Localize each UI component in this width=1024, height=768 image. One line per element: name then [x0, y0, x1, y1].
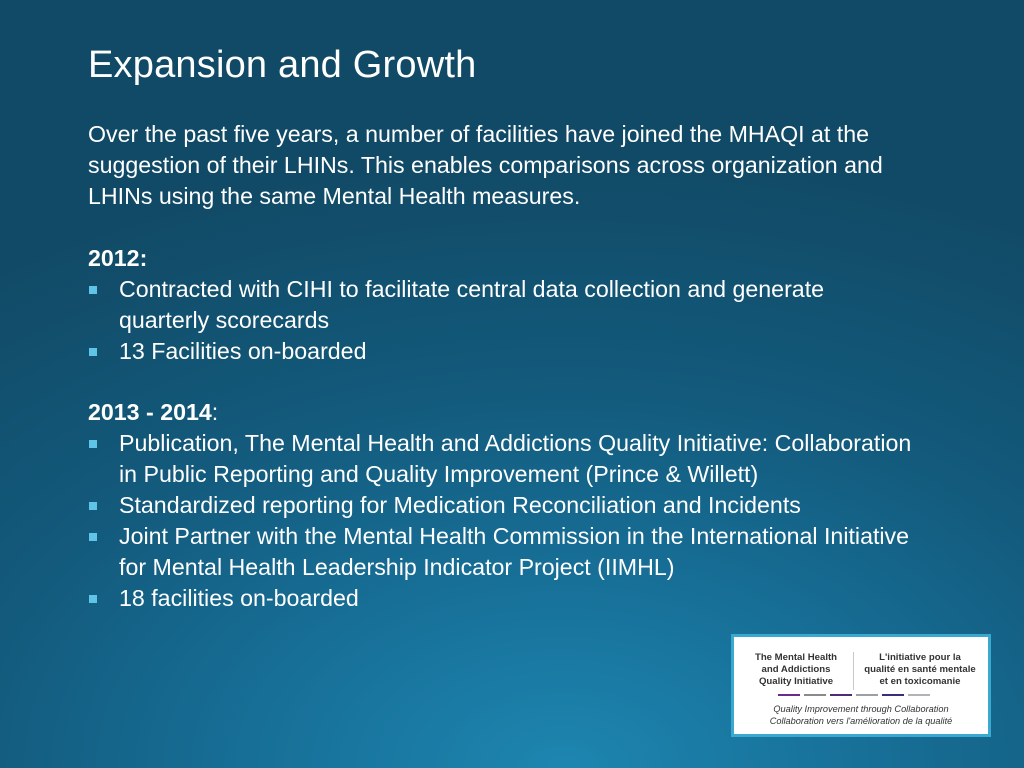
section-colon: :: [211, 399, 219, 425]
square-bullet-icon: [89, 348, 97, 356]
intro-paragraph: Over the past five years, a number of facilities have joined the MHAQI at the suggestion of their LHINs. This enables comparisons across organization and LHINs using the same Mental Health measures.: [88, 121, 883, 209]
logo-name-english: The Mental Health and Addictions Quality Initiative: [754, 652, 838, 687]
list-item: [88, 274, 918, 336]
logo-color-bar: [804, 694, 826, 696]
square-bullet-icon: [89, 533, 97, 541]
bullet-text: Joint Partner with the Mental Health Commission in the International Initiative for Mental Health Leadership Indicator Project (IIMHL): [119, 523, 910, 580]
square-bullet-icon: [89, 502, 97, 510]
bullet-text: 18 facilities on-boarded: [119, 585, 359, 611]
bullet-text: Contracted with CIHI to facilitate central data collection and generate quarterly scorecards: [119, 276, 825, 333]
section-heading: [88, 243, 918, 274]
mhaqi-logo: [731, 634, 991, 737]
logo-divider: [853, 652, 854, 690]
logo-name-french: L'initiative pour la qualité en santé mentale et en toxicomanie: [864, 652, 976, 687]
list-item: [88, 336, 918, 367]
section-heading: [88, 397, 918, 428]
bullet-list: [88, 428, 918, 614]
bullet-text: 13 Facilities on-boarded: [119, 338, 367, 364]
logo-color-bar: [882, 694, 904, 696]
section-2012: [88, 243, 918, 367]
list-item: [88, 428, 918, 490]
bullet-text: Publication, The Mental Health and Addictions Quality Initiative: Collaboration in Public Reporting and Quality Improvement (Prince & Willett): [119, 430, 912, 487]
section-year: 2013 - 2014: [88, 399, 212, 425]
list-item: [88, 583, 918, 614]
logo-color-bar: [830, 694, 852, 696]
list-item: [88, 521, 918, 583]
square-bullet-icon: [89, 595, 97, 603]
section-colon: :: [139, 245, 148, 271]
logo-color-bars: [778, 694, 930, 696]
bullet-text: Standardized reporting for Medication Reconciliation and Incidents: [119, 492, 801, 518]
logo-color-bar: [856, 694, 878, 696]
logo-tagline-french: Collaboration vers l'amélioration de la qualité: [769, 716, 953, 726]
section-year: 2012: [88, 245, 140, 271]
slide-title: Expansion and Growth: [88, 44, 477, 86]
list-item: [88, 490, 918, 521]
logo-color-bar: [778, 694, 800, 696]
square-bullet-icon: [89, 440, 97, 448]
logo-tagline-english: Quality Improvement through Collaboration: [773, 704, 949, 714]
section-2013-2014: [88, 397, 918, 614]
logo-color-bar: [908, 694, 930, 696]
square-bullet-icon: [89, 286, 97, 294]
bullet-list: [88, 274, 918, 367]
